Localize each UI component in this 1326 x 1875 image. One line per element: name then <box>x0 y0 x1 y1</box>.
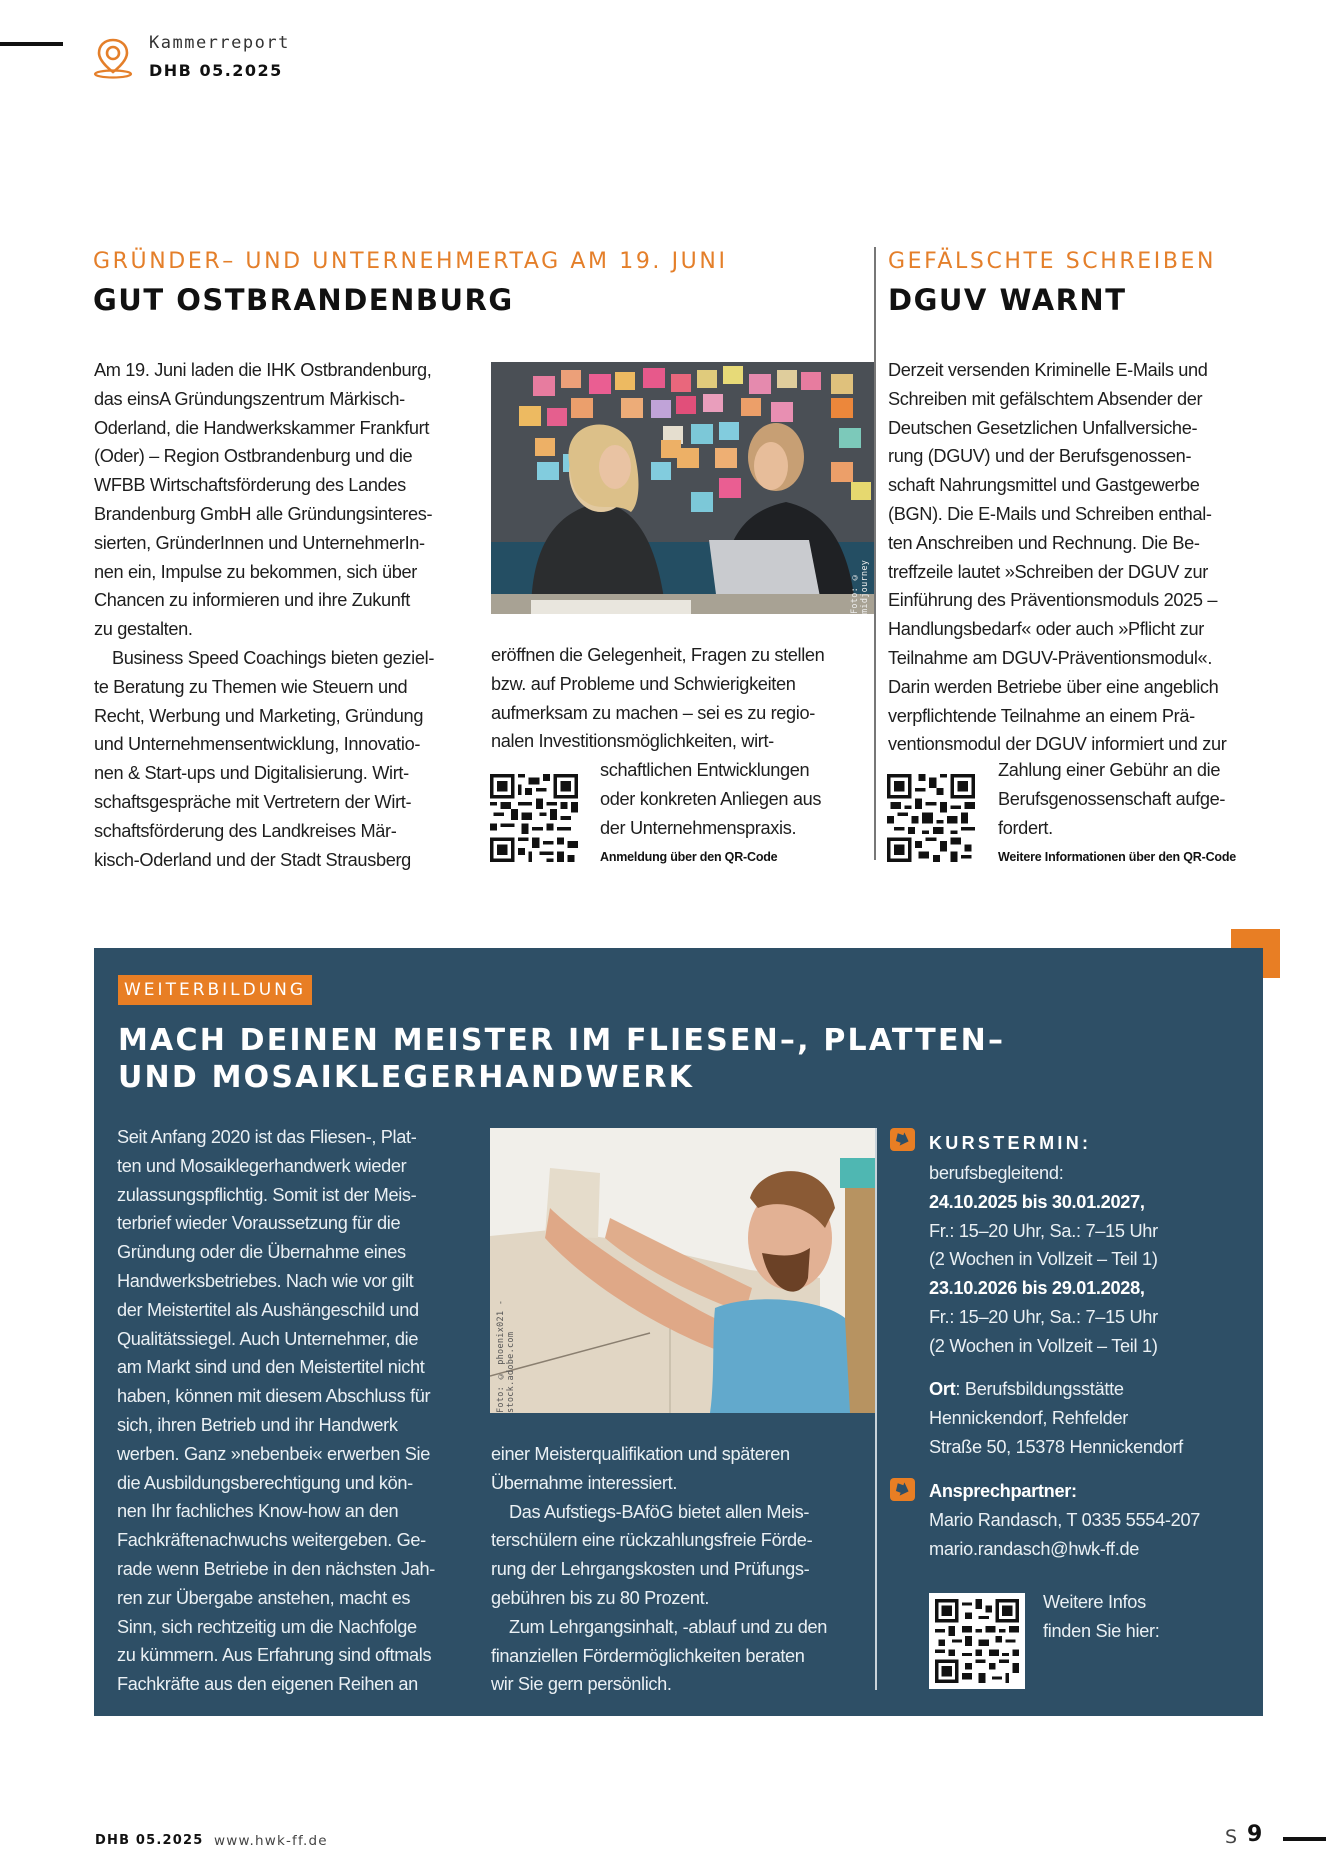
text-line: Übernahme interessiert. <box>491 1472 678 1493</box>
text-line: zulassungspflichtig. Somit ist der Meis- <box>117 1184 417 1205</box>
contact-name-phone: Mario Randasch, T 0335 5554-207 <box>929 1509 1201 1530</box>
text-line: Handwerksbetriebes. Nach wie vor gilt <box>117 1270 414 1291</box>
footer-url[interactable]: www.hwk-ff.de <box>214 1833 328 1849</box>
text-line: Einführung des Präventionsmoduls 2025 – <box>888 590 1218 611</box>
article-headline: GUT OSTBRANDENBURG <box>93 283 514 317</box>
text-line: Berufsgenossenschaft aufge- <box>998 788 1226 809</box>
text-line: der Unternehmenspraxis. <box>600 817 797 838</box>
text-line: Das Aufstiegs-BAföG bietet allen Meis- <box>509 1501 810 1522</box>
text-line: schaftsförderung des Landkreises Mär- <box>94 820 397 841</box>
location-label: Ort <box>929 1379 956 1399</box>
text-line: schaftlichen Entwicklungen <box>600 760 810 780</box>
text-line: (BGN). Die E-Mails und Schreiben enthal- <box>888 503 1212 524</box>
text-line: Darin werden Betriebe über eine angeblich <box>888 676 1219 697</box>
box-title-line: UND MOSAIKLEGERHANDWERK <box>118 1060 695 1095</box>
text-line: Handlungsbedarf« oder auch »Pflicht zur <box>888 619 1204 640</box>
text-line: Am 19. Juni laden die IHK Ostbrandenburg, <box>94 360 432 380</box>
text-line: haben, können mit diesem Abschluss für <box>117 1386 431 1407</box>
text-line: gebühren bis zu 80 Prozent. <box>491 1587 710 1608</box>
text-line: ten und Mosaiklegerhandwerk wieder <box>117 1155 407 1176</box>
qr-code-registration[interactable] <box>490 774 578 862</box>
box-photo-tiler <box>490 1128 875 1413</box>
kurstermin-heading: KURSTERMIN: <box>929 1133 1092 1153</box>
text-line: WFBB Wirtschaftsförderung des Landes <box>94 475 406 496</box>
page-prefix: S <box>1225 1826 1238 1848</box>
qr-caption: Anmeldung über den QR-Code <box>600 850 778 864</box>
text-line: verpflichtende Teilnahme an einem Prä- <box>888 705 1195 726</box>
location-value: : Berufsbildungsstätte <box>955 1379 1124 1399</box>
text-line: Oderland, die Handwerkskammer Frankfurt <box>94 417 430 438</box>
text-line: zu kümmern. Aus Erfahrung sind oftmals <box>117 1645 432 1666</box>
article-left-qr-text <box>600 756 880 842</box>
text-line: aufmerksam zu machen – sei es zu regio- <box>491 702 815 723</box>
text-line: ventionsmodul der DGUV informiert und zur <box>888 734 1227 755</box>
text-line: am Markt sind und den Meistertitel nicht <box>117 1357 425 1378</box>
text-line: und Unternehmensentwicklung, Innovatio- <box>94 734 421 755</box>
box-col2 <box>491 1440 871 1699</box>
text-line: nen ein, Impulse zu bekommen, sich über <box>94 561 417 582</box>
text-line: rung (DGUV) und der Berufsgenossen- <box>888 446 1192 467</box>
article-headline: DGUV WARNT <box>888 283 1127 317</box>
kurstermin-note-2: (2 Wochen in Vollzeit – Teil 1) <box>929 1335 1158 1356</box>
text-line: Qualitätssiegel. Auch Unternehmer, die <box>117 1328 419 1349</box>
text-line: einer Meisterqualifikation und späteren <box>491 1444 790 1464</box>
location-line-3: Straße 50, 15378 Hennickendorf <box>929 1436 1183 1457</box>
arrow-right-down-icon <box>890 1478 915 1501</box>
kurstermin-details <box>929 1159 1158 1361</box>
text-line: Teilnahme am DGUV-Präventionsmodul«. <box>888 647 1213 668</box>
header-rule <box>0 42 63 46</box>
kurstermin-times-1: Fr.: 15–20 Uhr, Sa.: 7–15 Uhr <box>929 1220 1158 1241</box>
text-line: Gründung oder die Übernahme eines <box>117 1242 406 1263</box>
article-photo-women <box>491 362 876 614</box>
kurstermin-date-1: 24.10.2025 bis 30.01.2027, <box>929 1191 1145 1212</box>
text-line: treffzeile lautet »Schreiben der DGUV zur <box>888 561 1208 582</box>
text-line: nen & Start-ups und Digitalisierung. Wirt- <box>94 763 409 784</box>
text-line: sierten, GründerInnen und UnternehmerIn- <box>94 532 425 553</box>
article-left-col2 <box>491 641 876 756</box>
box-title-line: MACH DEINEN MEISTER IM FLIESEN–, PLATTEN– <box>118 1023 1006 1058</box>
text-line: kisch-Oderland und der Stadt Strausberg <box>94 849 411 870</box>
text-line: Sinn, sich rechtzeitig um die Nachfolge <box>117 1616 417 1637</box>
text-line: Recht, Werbung und Marketing, Gründung <box>94 705 424 726</box>
text-line: fordert. <box>998 817 1053 838</box>
contact-info <box>929 1477 1200 1563</box>
text-line: Chancen zu informieren und ihre Zukunft <box>94 590 410 611</box>
text-line: werben. Ganz »nebenbei« erwerben Sie <box>117 1443 430 1464</box>
location-info <box>929 1375 1183 1461</box>
category-tag: WEITERBILDUNG <box>118 975 312 1005</box>
text-line: das einsA Gründungszentrum Märkisch- <box>94 388 405 409</box>
qr-code-info[interactable] <box>887 774 975 862</box>
text-line: Deutschen Gesetzlichen Unfallversiche- <box>888 417 1198 438</box>
footer-issue: DHB 05.2025 <box>95 1833 204 1848</box>
qr-caption: Weitere Informationen über den QR-Code <box>998 850 1237 864</box>
kurstermin-times-2: Fr.: 15–20 Uhr, Sa.: 7–15 Uhr <box>929 1306 1158 1327</box>
text-line: (Oder) – Region Ostbrandenburg und die <box>94 446 413 467</box>
issue-label: DHB 05.2025 <box>149 61 283 80</box>
text-line: wir Sie gern persönlich. <box>491 1674 672 1695</box>
text-line: nen Ihr fachliches Know-how an den <box>117 1501 399 1522</box>
text-line: schaft Nahrungsmittel und Gastgewerbe <box>888 475 1200 496</box>
text-line: oder konkreten Anliegen aus <box>600 788 822 809</box>
photo-credit: Foto: © midjourney <box>850 559 870 614</box>
text-line: Fachkräfte aus den eigenen Reihen an <box>117 1674 418 1695</box>
location-line-2: Hennickendorf, Rehfelder <box>929 1407 1129 1428</box>
text-line: ren zur Übergabe anstehen, macht es <box>117 1587 411 1608</box>
text-line: te Beratung zu Themen wie Steuern und <box>94 676 408 697</box>
text-line: der Meistertitel als Aushängeschild und <box>117 1299 419 1320</box>
box-column-divider <box>875 1128 877 1690</box>
text-line: Schreiben mit gefälschtem Absender der <box>888 388 1203 409</box>
text-line: terbrief wieder Voraussetzung für die <box>117 1213 401 1234</box>
article-right-body <box>888 356 1288 759</box>
arrow-right-down-icon <box>890 1128 915 1151</box>
column-divider <box>874 247 876 860</box>
article-left-col1 <box>94 356 474 874</box>
location-line-1 <box>929 1375 1183 1404</box>
section-title: Kammerreport <box>149 33 290 53</box>
text-line: rade wenn Betriebe in den nächsten Jah- <box>117 1558 435 1579</box>
text-line: zu gestalten. <box>94 619 193 640</box>
photo-credit: Foto: © phoenix021 - stock.adobe.com <box>496 1299 516 1413</box>
text-line: Derzeit versenden Kriminelle E-Mails und <box>888 360 1208 380</box>
text-line: eröffnen die Gelegenheit, Fragen zu stellen <box>491 645 825 665</box>
text-line: rung der Lehrgangskosten und Prüfungs- <box>491 1559 810 1580</box>
box-col1 <box>117 1123 487 1699</box>
article-right-qr-text <box>998 756 1288 842</box>
contact-heading: Ansprechpartner: <box>929 1481 1077 1501</box>
qr-text-line: Weitere Infos <box>1043 1592 1146 1612</box>
text-line: die Ausbildungsberechtigung und kön- <box>117 1472 413 1493</box>
text-line: nalen Investitionsmöglichkeiten, wirt- <box>491 731 774 752</box>
text-line: Brandenburg GmbH alle Gründungsinteres- <box>94 503 433 524</box>
page-number: 9 <box>1247 1822 1263 1847</box>
text-line: finanziellen Fördermöglichkeiten beraten <box>491 1645 805 1666</box>
text-line: Business Speed Coachings bieten geziel- <box>112 647 435 668</box>
text-line: sich, ihren Betrieb und ihr Handwerk <box>117 1414 398 1435</box>
qr-more-info-text <box>1043 1588 1160 1646</box>
article-kicker: GEFÄLSCHTE SCHREIBEN <box>888 249 1217 274</box>
text-line: ten Anschreiben und Rechnung. Die Be- <box>888 532 1200 553</box>
box-title <box>118 1022 1005 1096</box>
contact-email[interactable]: mario.randasch@hwk-ff.de <box>929 1538 1140 1559</box>
location-pin-icon <box>92 36 134 80</box>
qr-code-more-info[interactable] <box>929 1593 1025 1689</box>
text-line: Fachkräftenachwuchs weitergeben. Ge- <box>117 1530 426 1551</box>
text-line: bzw. auf Probleme und Schwierigkeiten <box>491 673 796 694</box>
kurstermin-mode: berufsbegleitend: <box>929 1163 1064 1183</box>
text-line: Zahlung einer Gebühr an die <box>998 760 1221 780</box>
kurstermin-date-2: 23.10.2026 bis 29.01.2028, <box>929 1278 1145 1299</box>
kurstermin-note-1: (2 Wochen in Vollzeit – Teil 1) <box>929 1249 1158 1270</box>
footer-rule <box>1283 1837 1326 1841</box>
text-line: Seit Anfang 2020 ist das Fliesen-, Plat- <box>117 1127 417 1147</box>
text-line: terschülern eine rückzahlungsfreie Förde- <box>491 1530 813 1551</box>
qr-text-line: finden Sie hier: <box>1043 1620 1160 1641</box>
article-kicker: GRÜNDER– UND UNTERNEHMERTAG AM 19. JUNI <box>93 249 728 274</box>
text-line: schaftsgespräche mit Vertretern der Wirt- <box>94 791 412 812</box>
text-line: Zum Lehrgangsinhalt, -ablauf und zu den <box>509 1616 827 1637</box>
